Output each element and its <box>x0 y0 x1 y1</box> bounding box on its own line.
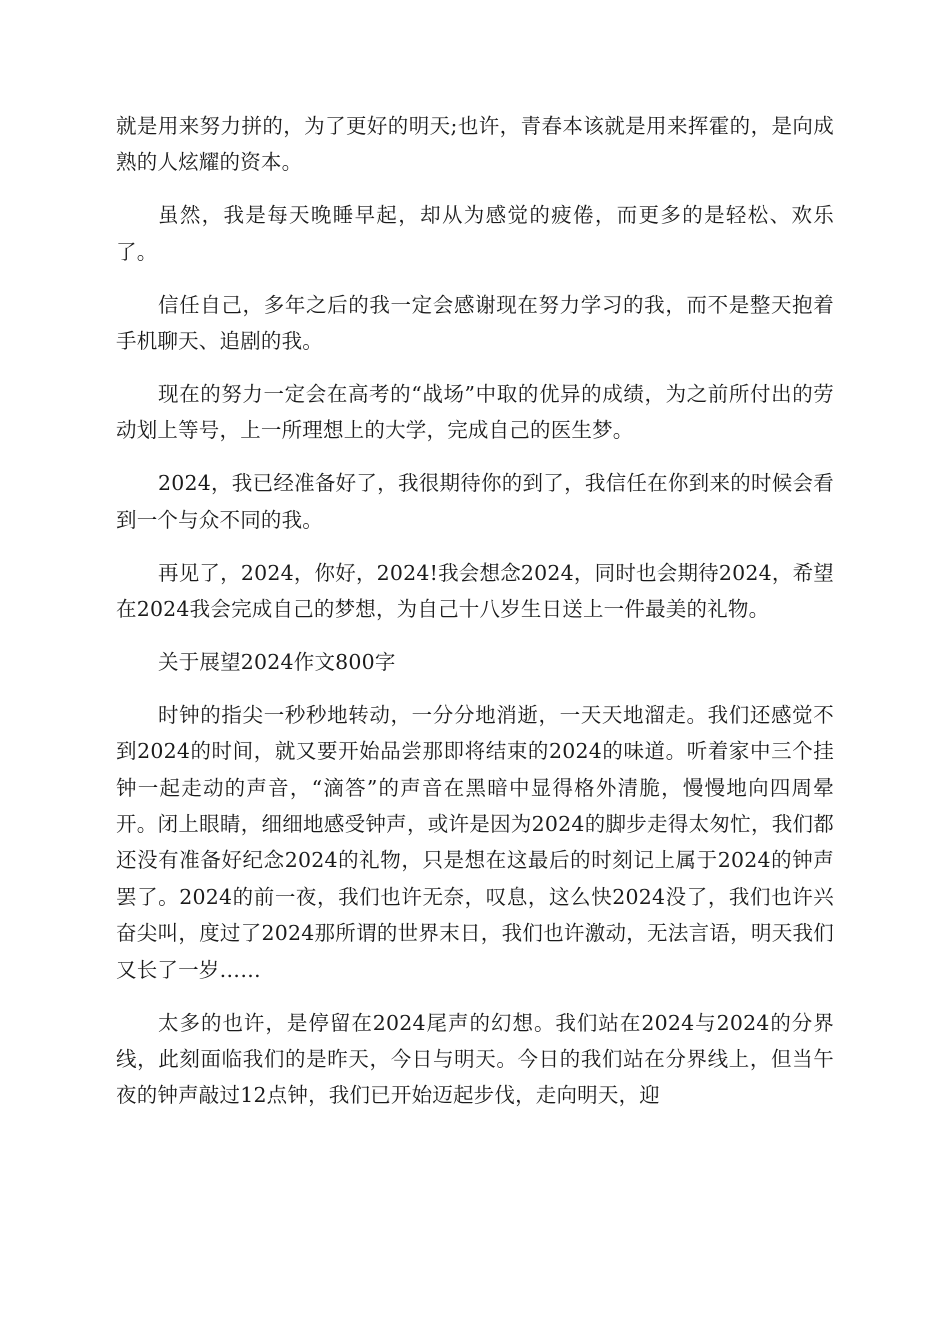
paragraph: 现在的努力一定会在高考的“战场”中取的优异的成绩，为之前所付出的劳动划上等号，上一所理想上的大学，完成自己的医生梦。 <box>116 381 834 443</box>
paragraph: 时钟的指尖一秒秒地转动，一分分地消逝，一天天地溜走。我们还感觉不到2024的时间，就又要开始品尝那即将结束的2024的味道。听着家中三个挂钟一起走动的声音，“滴答”的声音在黑暗中显得格外清脆，慢慢地向四周晕开。闭上眼睛，细细地感受钟声，或许是因为2024的脚步走得太匆忙，我们都还没有准备好纪念2024的礼物，只是想在这最后的时刻记上属于2024的钟声罢了。2024的前一夜，我们也许无奈，叹息，这么快2024没了，我们也许兴奋尖叫，度过了2024那所谓的世界末日，我们也许激动，无法言语，明天我们又长了一岁…… <box>116 702 834 982</box>
paragraph: 再见了，2024，你好，2024!我会想念2024，同时也会期待2024，希望在2024我会完成自己的梦想，为自己十八岁生日送上一件最美的礼物。 <box>116 560 834 621</box>
paragraph: 信任自己，多年之后的我一定会感谢现在努力学习的我，而不是整天抱着手机聊天、追剧的我。 <box>116 292 834 354</box>
paragraph: 2024，我已经准备好了，我很期待你的到了，我信任在你到来的时候会看到一个与众不同的我。 <box>116 471 834 532</box>
paragraph: 太多的也许，是停留在2024尾声的幻想。我们站在2024与2024的分界线，此刻面临我们的是昨天，今日与明天。今日的我们站在分界线上，但当午夜的钟声敲过12点钟，我们已开始迈起步伐，走向明天，迎 <box>116 1010 834 1108</box>
paragraph-continuation: 就是用来努力拼的，为了更好的明天;也许，青春本该就是用来挥霍的，是向成熟的人炫耀的资本。 <box>116 114 834 175</box>
document-body <box>116 108 834 1130</box>
section-heading: 关于展望2024作文800字 <box>158 649 396 674</box>
paragraph: 虽然，我是每天晚睡早起，却从为感觉的疲倦，而更多的是轻松、欢乐了。 <box>116 203 834 264</box>
